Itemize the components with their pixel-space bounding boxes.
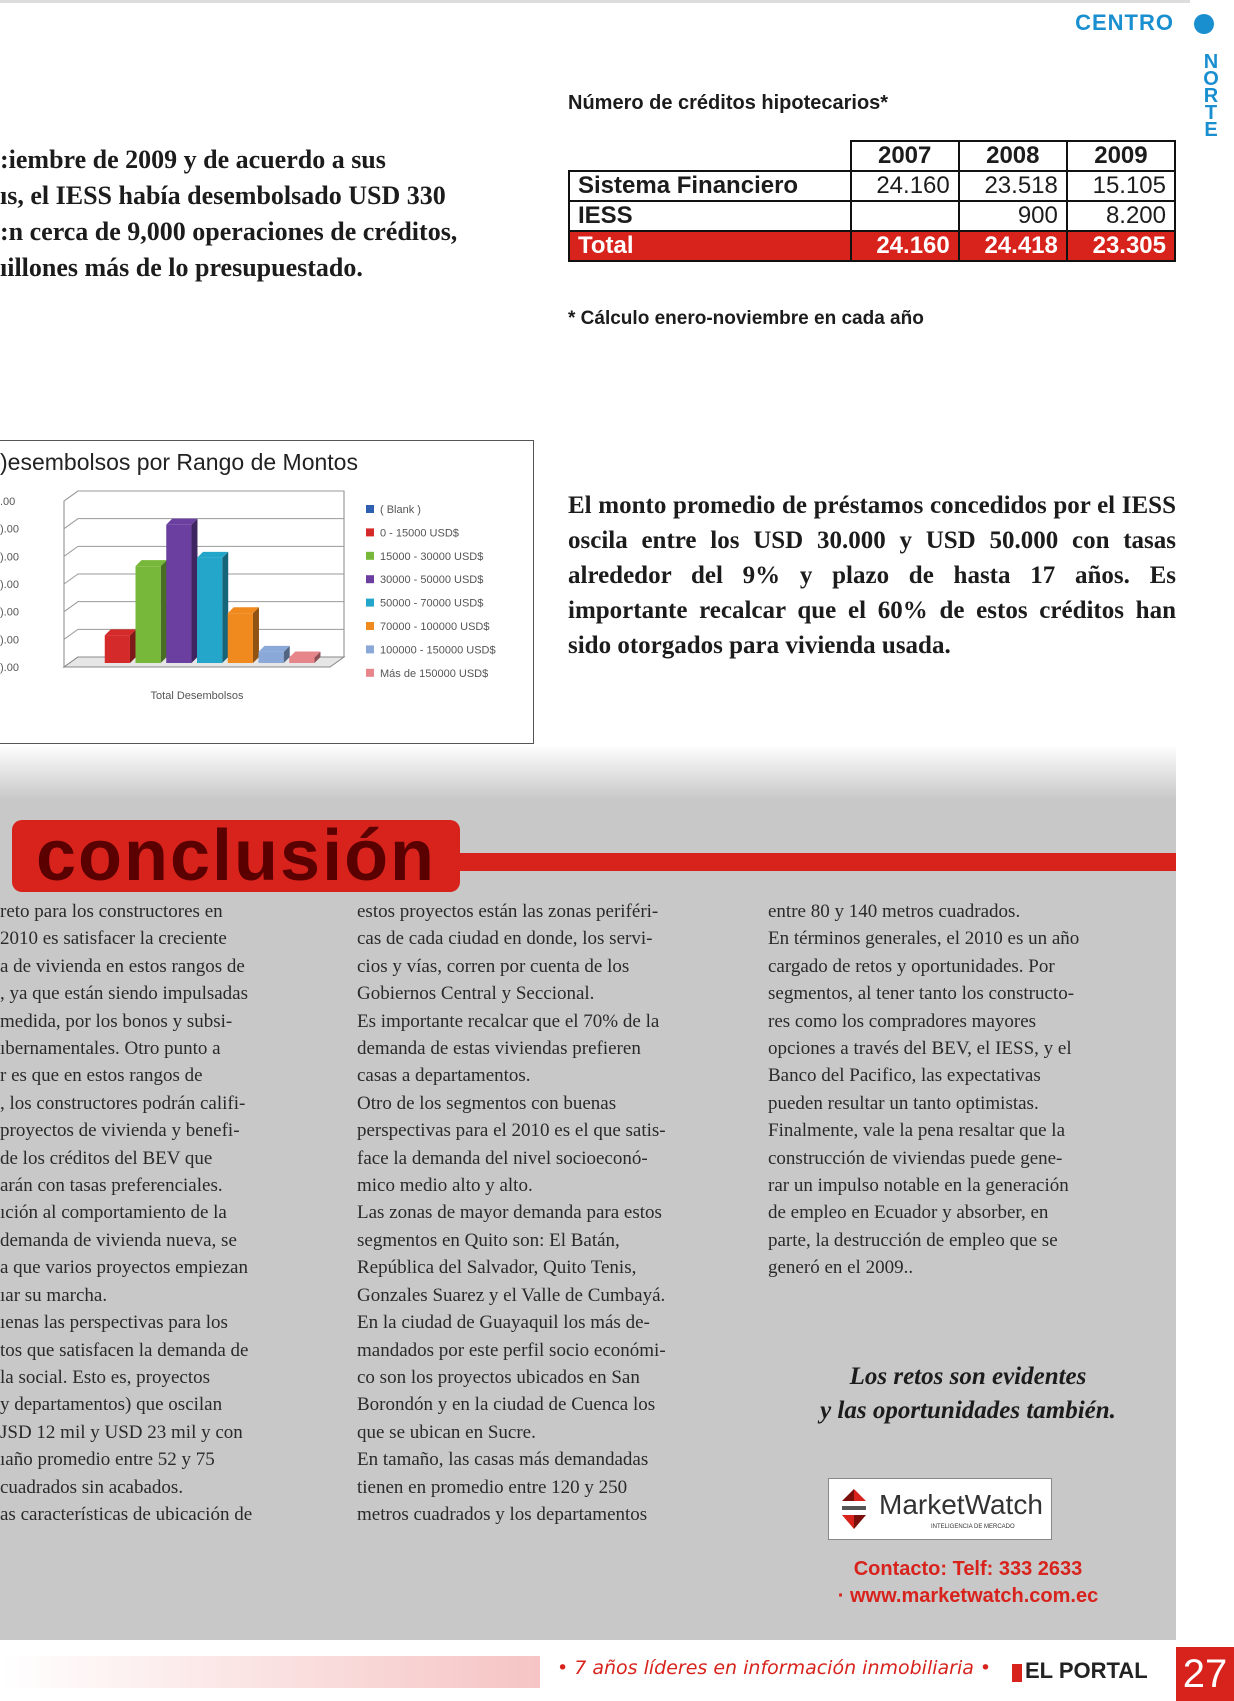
closing-line: y las oportunidades también. [820,1397,1116,1424]
credits-table [568,140,1176,262]
lead-line: ıillones más de lo presupuestado. [0,253,363,282]
lead-line: :n cerca de 9,000 operaciones de créditos, [0,217,458,246]
text-line: proyectos de vivienda y benefi- [0,1120,240,1142]
text-line: medida, por los bonos y subsi- [0,1010,233,1032]
conclusion-column-2 [357,898,735,1528]
text-line: face la demanda del nivel socioeconó- [357,1147,648,1169]
table-title: Número de créditos hipotecarios* [568,92,889,114]
legend-label: 50000 - 70000 USD$ [380,597,484,610]
text-line: casas a departamentos. [357,1065,531,1087]
chart-title: )esembolsos por Rango de Montos [0,449,358,475]
text-line: arán con tasas preferenciales. [0,1175,223,1197]
text-line: tos que satisfacen la demanda de [0,1339,249,1361]
text-line: Gonzales Suarez y el Valle de Cumbayá. [357,1284,666,1306]
footer-gradient [0,1656,540,1688]
row-label: Sistema Financiero [569,171,851,201]
table-total-row [569,231,1175,261]
side-tag-text [1198,51,1224,141]
page-number: 27 [1182,1652,1228,1696]
table-footnote: * Cálculo enero-noviembre en cada año [568,308,924,329]
bar-chart [0,441,533,743]
text-line: entre 80 y 140 metros cuadrados. [768,901,1021,922]
contact-web[interactable]: · www.marketwatch.com.ec [837,1585,1099,1607]
y-tick-label: ).00 [0,634,19,647]
closing-line: Los retos son evidentes [849,1363,1087,1390]
y-tick-label: ).00 [0,579,19,591]
footer-brand: EL PORTAL [1025,1658,1148,1683]
lead-paragraph [0,142,520,286]
table-year-header: 2008 [959,141,1067,171]
text-line: r es que en estos rangos de [0,1065,203,1087]
table-corner-cell [569,141,851,171]
text-line: de empleo en Ecuador y absorber, en [768,1202,1049,1224]
x-axis-label: Total Desembolsos [150,690,244,702]
marketwatch-mark-icon [839,1487,869,1531]
table-cell: 15.105 [1067,171,1175,201]
total-cell: 24.160 [851,231,959,261]
text-line: generó en el 2009.. [768,1257,914,1279]
table-year-header: 2009 [1067,141,1175,171]
y-tick-label: ).00 [0,662,19,674]
text-line: cas de cada ciudad en donde, los servi- [357,928,653,950]
side-tag-letter: O [1203,68,1219,90]
table-cell: 24.160 [851,171,959,201]
table-cell: 8.200 [1067,201,1175,231]
total-label: Total [569,231,851,261]
text-line: Gobiernos Central y Seccional. [357,983,595,1005]
bar [228,613,253,663]
text-line: a de vivienda en estos rangos de [0,955,245,977]
row-label: IESS [569,201,851,231]
marketwatch-name: MarketWatch [879,1489,1043,1520]
aside-paragraph: El monto promedio de préstamos concedidos por el IESS oscila entre los USD 30.000 y USD 50.000 con tasas alrededor del 9% y plazo de hasta 17 años. Es importante recalcar que el 60% de estos créditos han sido otorgados para vivienda usada. [568,492,1176,659]
conclusion-column-1 [0,898,318,1528]
text-line: opciones a través del BEV, el IESS, y el [768,1038,1072,1060]
text-line: ıar su marcha. [0,1284,108,1306]
text-line: perspectivas para el 2010 es el que satis- [357,1120,666,1142]
text-line: cuadrados sin acabados. [0,1476,184,1498]
table-header-row [569,141,1175,171]
chart-panel [0,440,534,744]
text-line: reto para los constructores en [0,901,223,922]
text-line: demanda de estas viviendas prefieren [357,1038,641,1060]
text-line: cargado de retos y oportunidades. Por [768,955,1055,977]
text-line: de los créditos del BEV que [0,1147,213,1169]
total-cell: 23.305 [1067,231,1175,261]
text-line: que se ubican en Sucre. [357,1421,536,1443]
text-line: segmentos en Quito son: El Batán, [357,1229,620,1251]
total-cell: 24.418 [959,231,1067,261]
text-line: co son los proyectos ubicados en San [357,1366,640,1388]
text-line: Finalmente, vale la pena resaltar que la [768,1120,1066,1142]
text-line: En la ciudad de Guayaquil los más de- [357,1312,650,1334]
table-year-header: 2007 [851,141,959,171]
legend-swatch [366,505,374,513]
section-dot-icon [1194,14,1214,34]
legend-label: 100000 - 150000 USD$ [380,644,496,657]
bar [259,652,284,663]
table-cell: 23.518 [959,171,1067,201]
text-line: En términos generales, el 2010 es un año [768,928,1080,950]
bar [197,558,222,663]
text-line: res como los compradores mayores [768,1010,1037,1032]
legend-label: 30000 - 50000 USD$ [380,574,484,587]
text-line: demanda de vivienda nueva, se [0,1229,237,1251]
text-line: y departamentos) que oscilan [0,1394,223,1416]
side-tag-letter: E [1204,119,1218,141]
contact-phone: Contacto: Telf: 333 2633 [853,1558,1083,1580]
band-fade [0,745,1176,800]
text-line: República del Salvador, Quito Tenis, [357,1257,637,1279]
legend-swatch [366,528,374,536]
text-line: Es importante recalcar que el 70% de la [357,1010,660,1032]
closing-quote [768,1360,1168,1428]
text-line: parte, la destrucción de empleo que se [768,1229,1058,1251]
legend-swatch [366,575,374,583]
text-line: Las zonas de mayor demanda para estos [357,1202,662,1224]
text-line: as características de ubicación de [0,1503,253,1525]
legend-label: ( Blank ) [380,504,421,516]
contact-block [768,1556,1168,1610]
footer-slogan: • 7 años líderes en información inmobiliaria • [557,1657,992,1679]
text-line: Otro de los segmentos con buenas [357,1092,617,1114]
text-line: , los constructores podrán califi- [0,1092,246,1114]
section-tag: CENTRO [1075,10,1174,35]
text-line: tienen en promedio entre 120 y 250 [357,1476,628,1498]
top-rule [0,0,1190,3]
table-cell [851,201,959,231]
text-line: Borondón y en la ciudad de Cuenca los [357,1394,656,1416]
bar-side [161,560,167,663]
side-tag-letter: R [1203,85,1219,107]
lead-line: :iembre de 2009 y de acuerdo a sus [0,145,386,174]
table-cell: 900 [959,201,1067,231]
legend-label: 15000 - 30000 USD$ [380,550,484,563]
bar [136,566,161,663]
text-line: Banco del Pacifico, las expectativas [768,1065,1041,1087]
side-tag [1198,51,1224,141]
y-tick-label: ).00 [0,551,19,564]
legend-label: 0 - 15000 USD$ [380,527,459,540]
legend-swatch [366,669,374,677]
marketwatch-tagline: INTELIGENCIA DE MERCADO [931,1524,1015,1530]
text-line: En tamaño, las casas más demandadas [357,1449,649,1471]
legend-label: Más de 150000 USD$ [380,667,489,680]
text-line: ıción al comportamiento de la [0,1202,227,1224]
text-line: ıenas las perspectivas para los [0,1312,228,1334]
lead-line: ıs, el IESS había desembolsado USD 330 [0,181,446,210]
side-tag-letter: N [1203,51,1219,73]
bar-side [253,607,259,663]
y-tick-label: .00 [0,496,16,508]
text-line: pueden resultar un tanto optimistas. [768,1092,1039,1114]
text-line: metros cuadrados y los departamentos [357,1503,648,1525]
marketwatch-logo [828,1478,1052,1540]
bar [166,525,191,663]
conclusion-column-3 [768,898,1146,1282]
legend-label: 70000 - 100000 USD$ [380,621,490,633]
table-row [569,171,1175,201]
text-line: mico medio alto y alto. [357,1175,533,1197]
text-line: construcción de viviendas puede gene- [768,1147,1063,1169]
table-row [569,201,1175,231]
text-line: 2010 es satisfacer la creciente [0,928,227,950]
conclusion-title: conclusión [12,820,460,892]
side-tag-letter: T [1204,102,1218,124]
y-tick-label: ).00 [0,606,19,619]
text-line: la social. Esto es, proyectos [0,1366,211,1388]
bar-side [191,519,197,663]
text-line: JSD 12 mil y USD 23 mil y con [0,1421,243,1443]
el-portal-mark-icon [1012,1664,1022,1682]
text-line: ıaño promedio entre 52 y 75 [0,1449,215,1471]
legend-swatch [366,552,374,560]
legend-swatch [366,599,374,607]
legend-swatch [366,622,374,630]
text-line: rar un impulso notable en la generación [768,1175,1069,1197]
text-line: , ya que están siendo impulsadas [0,983,249,1005]
text-line: segmentos, al tener tanto los constructo- [768,983,1075,1005]
text-line: a que varios proyectos empiezan [0,1257,248,1279]
bar [105,635,130,663]
bar-side [222,552,228,663]
text-line: estos proyectos están las zonas periféri- [357,901,659,922]
text-line: cios y vías, corren por cuenta de los [357,955,630,977]
legend-swatch [366,645,374,653]
text-line: ıbernamentales. Otro punto a [0,1038,221,1060]
y-tick-label: ).00 [0,523,19,536]
bar [289,657,314,663]
text-line: mandados por este perfil socio económi- [357,1339,666,1361]
